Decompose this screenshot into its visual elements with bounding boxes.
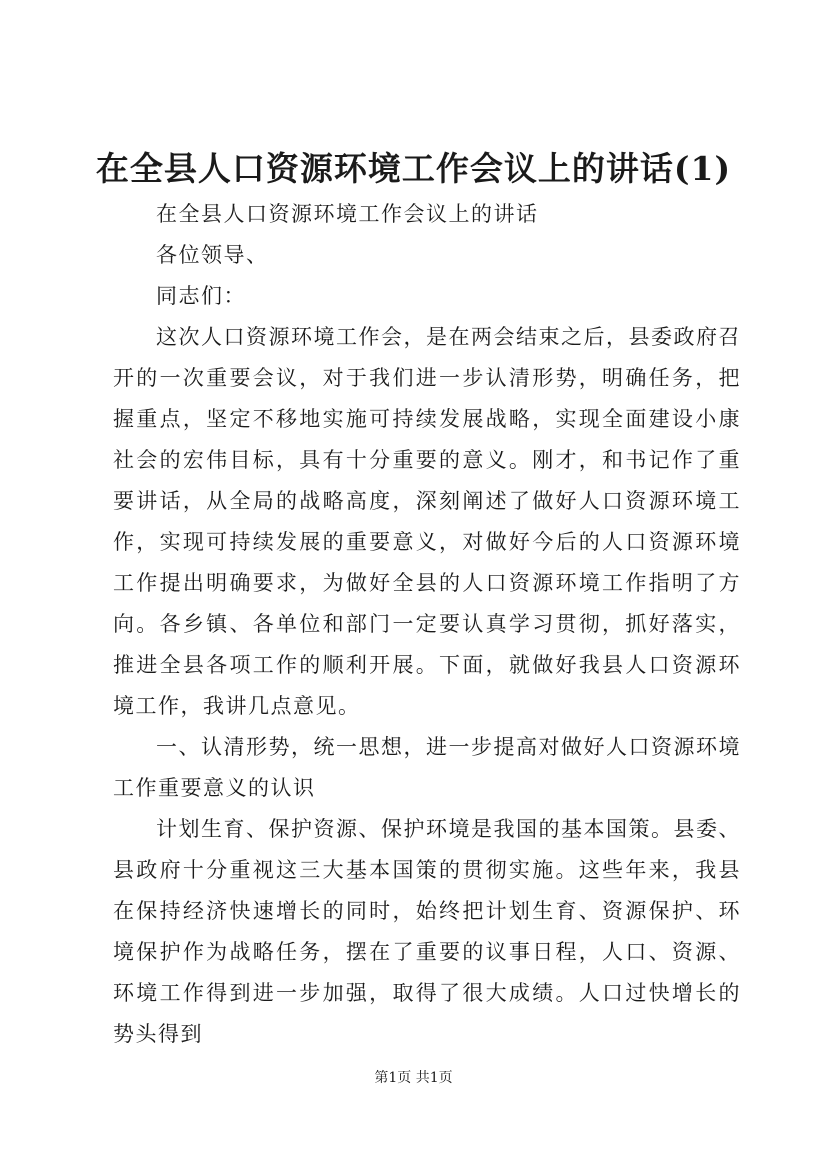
paragraph: 计划生育、保护资源、保护环境是我国的基本国策。县委、县政府十分重视这三大基本国策的贯彻实施。这些年来，我县在保持经济快速增长的同时，始终把计划生育、资源保护、环境保护作为战略任务，摆在了重要的议事日程，人口、资源、环境工作得到进一步加强，取得了很大成绩。人口过快增长的势头得到: [113, 817, 741, 1046]
paragraph: 这次人口资源环境工作会，是在两会结束之后，县委政府召开的一次重要会议，对于我们进一步认清形势，明确任务，把握重点，坚定不移地实施可持续发展战略，实现全面建设小康社会的宏伟目标，具有十分重要的意义。刚才，和书记作了重要讲话，从全局的战略高度，深刻阐述了做好人口资源环境工作，实现可持续发展的重要意义，对做好今后的人口资源环境工作提出明确要求，为做好全县的人口资源环境工作指明了方向。各乡镇、各单位和部门一定要认真学习贯彻，抓好落实，推进全县各项工作的顺利开展。下面，就做好我县人口资源环境工作，我讲几点意见。: [113, 325, 741, 718]
paragraph-subtitle: 在全县人口资源环境工作会议上的讲话: [156, 202, 539, 226]
section-heading: 一、认清形势，统一思想，进一步提高对做好人口资源环境工作重要意义的认识: [113, 735, 741, 800]
paragraph-salutation-1: 各位领导、: [156, 243, 269, 267]
document-title: 在全县人口资源环境工作会议上的讲话(1): [95, 149, 732, 188]
paragraph-salutation-2: 同志们：: [156, 284, 246, 308]
document-body: [113, 194, 741, 1055]
page-footer: 第1页 共1页: [374, 1070, 453, 1086]
